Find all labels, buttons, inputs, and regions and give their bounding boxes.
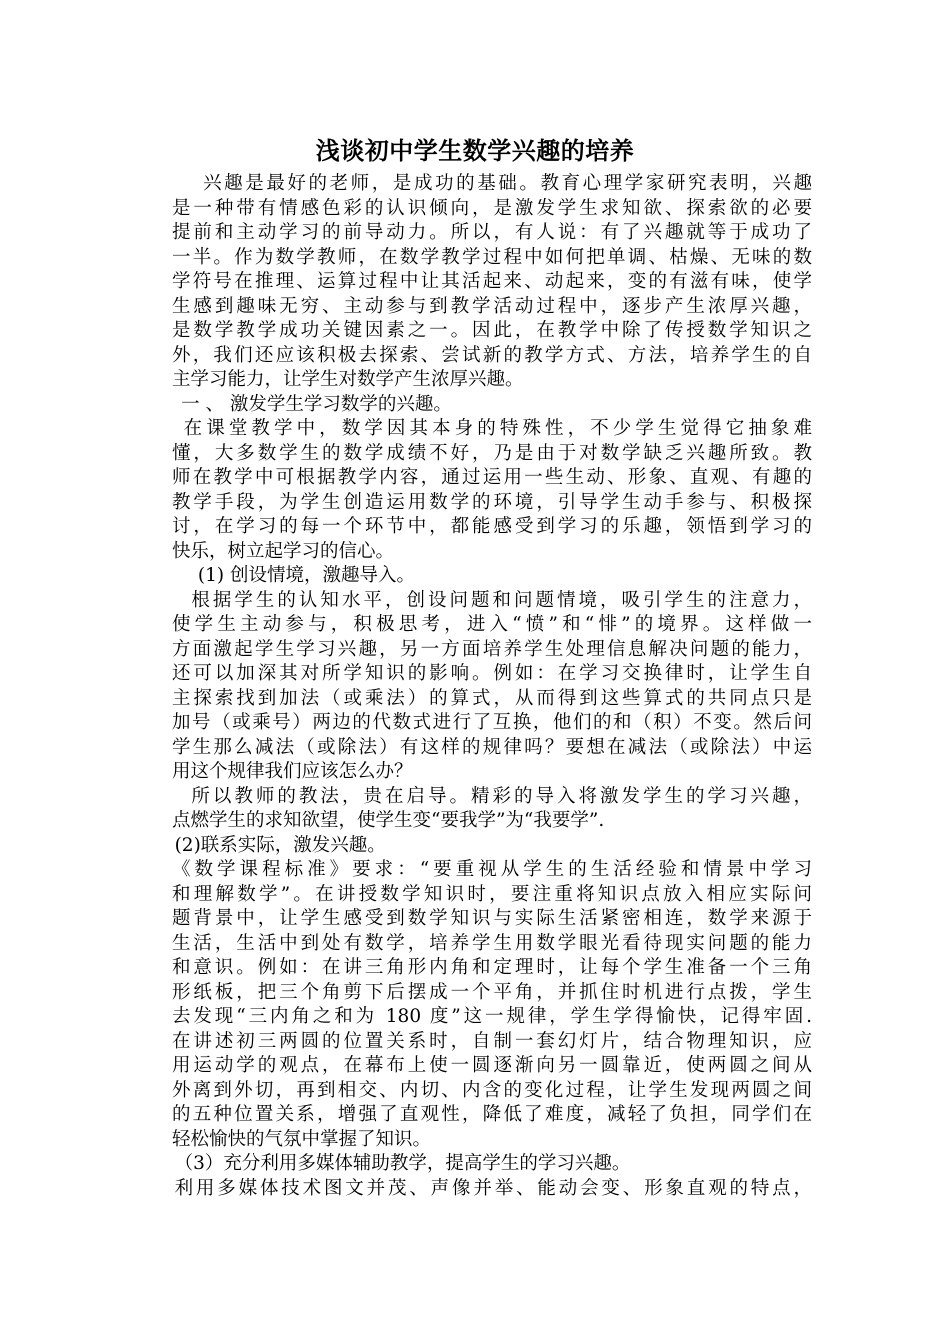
text-line: (2)联系实际，激发兴趣。: [174, 834, 386, 856]
text-line: 题背景中，让学生感受到数学知识与实际生活紧密相连，数学来源于: [172, 908, 812, 929]
text-line: 用这个规律我们应该怎么办？: [172, 761, 413, 782]
document-body: [172, 172, 812, 1201]
text-line: 点燃学生的求知欲望，使学生变“要我学”为“我要学”.: [172, 810, 605, 831]
text-line: 形纸板，把三个角剪下后摆成一个平角，并抓住时机进行点拨，学生: [172, 981, 812, 1003]
text-line: 生活，生活中到处有数学，培养学生用数学眼光看待现实问题的能力: [172, 932, 812, 954]
text-line: (1) 创设情境，激趣导入。: [197, 565, 415, 586]
text-line: 方面激起学生学习兴趣，另一方面培养学生处理信息解决问题的能力，: [172, 638, 812, 660]
text-line: 师在教学中可根据教学内容，通过运用一些生动、形象、直观、有趣的: [172, 467, 812, 488]
text-line: 主探索找到加法（或乘法）的算式，从而得到这些算式的共同点只是: [172, 687, 812, 709]
text-line: 提前和主动学习的前导动力。所以，有人说：有了兴趣就等于成功了: [172, 222, 812, 243]
text-line: 使学生主动参与，积极思考，进入“愤”和“悱”的境界。这样做一: [172, 614, 812, 635]
text-line: 是一种带有情感色彩的认识倾向，是激发学生求知欲、探索欲的必要: [172, 197, 812, 219]
text-line: 一 、 激发学生学习数学的兴趣。: [181, 393, 452, 415]
text-line: 外，我们还应该积极去探索、尝试新的教学方式、方法，培养学生的自: [172, 344, 812, 366]
text-line: 根据学生的认知水平，创设问题和问题情境，吸引学生的注意力，: [191, 589, 812, 611]
text-line: 和理解数学”。在讲授数学知识时，要注重将知识点放入相应实际问: [172, 883, 812, 905]
text-line: 利用多媒体技术图文并茂、声像并举、能动会变、形象直观的特点，: [174, 1177, 812, 1199]
text-line: 外离到外切，再到相交、内切、内含的变化过程，让学生发现两圆之间: [172, 1079, 812, 1101]
text-line: 还可以加深其对所学知识的影响。例如：在学习交换律时，让学生自: [172, 663, 812, 684]
text-line: 轻松愉快的气氛中掌握了知识。: [172, 1128, 432, 1150]
text-line: 加号（或乘号）两边的代数式进行了互换，他们的和（积）不变。然后问: [172, 712, 812, 733]
text-line: 学符号在推理、运算过程中让其活起来、动起来，变的有滋有味，使学: [172, 271, 812, 292]
text-line: 生感到趣味无穷、主动参与到教学活动过程中，逐步产生浓厚兴趣，: [172, 295, 812, 317]
text-line: 教学手段，为学生创造运用数学的环境，引导学生动手参与、积极探: [172, 491, 812, 513]
text-line: 《数学课程标准》要求：“要重视从学生的生活经验和情景中学习: [172, 859, 812, 880]
document-title: 浅谈初中学生数学兴趣的培养: [315, 136, 635, 165]
text-line: 懂，大多数学生的数学成绩不好，乃是由于对数学缺乏兴趣所致。教: [172, 442, 812, 464]
text-line: 用运动学的观点，在幕布上使一圆逐渐向另一圆靠近，使两圆之间从: [172, 1055, 812, 1076]
text-line: 和意识。例如：在讲三角形内角和定理时，让每个学生准备一个三角: [172, 957, 812, 978]
text-line: 所以教师的教法，贵在启导。精彩的导入将激发学生的学习兴趣，: [191, 785, 812, 807]
text-line: 一半。作为数学教师，在数学教学过程中如何把单调、枯燥、无味的数: [172, 246, 812, 268]
text-line: （3）充分利用多媒体辅助教学，提高学生的学习兴趣。: [174, 1153, 631, 1174]
text-line: 在课堂教学中，数学因其本身的特殊性，不少学生觉得它抽象难: [183, 418, 812, 439]
text-line: 快乐，树立起学习的信心。: [172, 540, 395, 562]
text-line: 在讲述初三两圆的位置关系时，自制一套幻灯片，结合物理知识，应: [172, 1030, 812, 1052]
text-line: 主学习能力，让学生对数学产生浓厚兴趣。: [172, 369, 524, 390]
text-line: 是数学教学成功关键因素之一。因此，在教学中除了传授数学知识之: [172, 320, 812, 341]
text-line: 去发现“三内角之和为 180 度”这一规律，学生学得愉快，记得牢固.: [172, 1006, 812, 1027]
text-line: 的五种位置关系，增强了直观性，降低了难度，减轻了负担，同学们在: [172, 1104, 812, 1125]
text-line: 兴趣是最好的老师，是成功的基础。教育心理学家研究表明，兴趣: [203, 173, 812, 194]
text-line: 讨，在学习的每一个环节中，都能感受到学习的乐趣，领悟到学习的: [172, 516, 812, 537]
text-line: 学生那么减法（或除法）有这样的规律吗？要想在减法（或除法）中运: [172, 736, 812, 758]
